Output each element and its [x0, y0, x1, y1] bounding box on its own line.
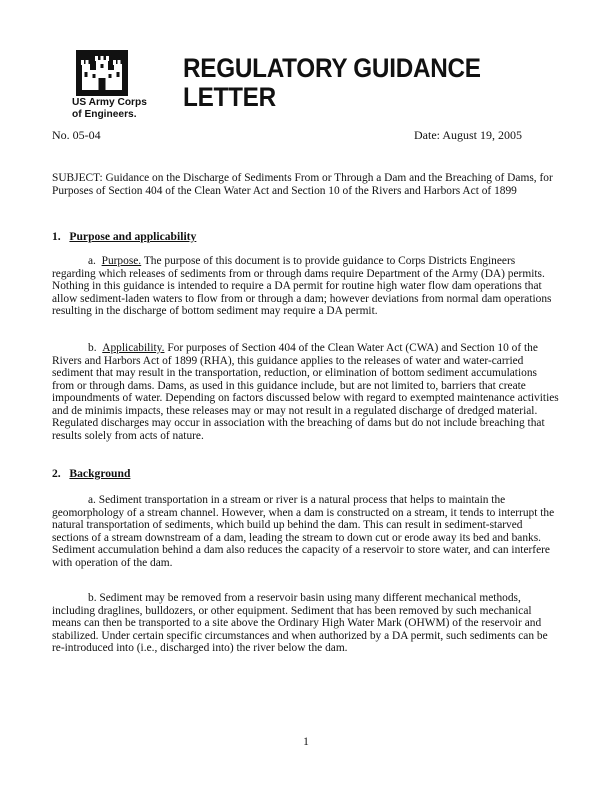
- section-2a-label: a.: [88, 494, 96, 506]
- subject-paragraph: SUBJECT: Guidance on the Discharge of Sediments From or Through a Dam and the Breaching of Dams, for Purposes of Section 404 of the Clean Water Act and Section 10 of the Rivers and Harbors Act of 1899: [52, 172, 553, 197]
- section-1-number: 1.: [52, 230, 61, 243]
- letter-date: Date: August 19, 2005: [414, 128, 522, 142]
- section-1a-text: The purpose of this document is to provide guidance to Corps Districts Engineers regarding which releases of sediments from or through dams require Department of the Army (DA) permits. Nothing in this guidance is intended to require a DA permit for routine high water flow dam operations that allow sediment-laden waters to flow from or through a dam; however deviations from normal dam operations resulting in the discharge of bottom sediment may require a DA permit.: [52, 255, 552, 317]
- logo-organization-name: [72, 97, 147, 121]
- section-1b-paragraph: [52, 342, 560, 442]
- section-2b-paragraph: [52, 592, 560, 655]
- document-title: [183, 54, 481, 112]
- section-2a-text: Sediment transportation in a stream or river is a natural process that helps to maintain the geomorphology of a stream channel. However, when a dam is constructed on a stream, it tends to interrupt the natural transportation of sediments, which build up behind the dam. This can result in sediment-starved sections of a stream downstream of a dam, leading the stream to down cut or erode away its bed and banks. Sediment accumulation behind a dam also reduces the capacity of a reservoir to store water, and can interfere with operation of the dam.: [52, 494, 555, 569]
- logo-line-1: US Army Corps: [72, 97, 147, 108]
- section-1-heading: [52, 230, 196, 243]
- section-1a-paragraph: [52, 255, 560, 318]
- section-2b-label: b.: [88, 592, 97, 604]
- section-2a-paragraph: [52, 494, 560, 569]
- section-1a-label: a.: [88, 255, 96, 267]
- title-line-1: REGULATORY GUIDANCE: [183, 53, 481, 83]
- section-1b-term: Applicability.: [102, 342, 165, 354]
- section-2b-text: Sediment may be removed from a reservoir basin using many different mechanical methods, including draglines, bulldozers, or other equipment. Sediment that has been removed by such mechanical means can then be transported to a site above the Ordinary High Water Mark (OHWM) of the reservoir and stabilized. Under certain specific circumstances and when authorized by a DA permit, such sediments can be re-introduced into (i.e., discharged into) the river below the dam.: [52, 592, 548, 654]
- section-2-title: Background: [69, 467, 131, 480]
- section-1-title: Purpose and applicability: [69, 230, 197, 243]
- logo-line-2: of Engineers.: [72, 109, 137, 120]
- section-2-heading: [52, 467, 130, 480]
- section-1b-text: For purposes of Section 404 of the Clean Water Act (CWA) and Section 10 of the Rivers and Harbors Act of 1899 (RHA), this guidance applies to the releases of water and water-carried sediment that may result in the transportation, reduction, or elimination of bottom sediment accumulations from or through dams. Dams, as used in this guidance include, but are not limited to, barriers that create impoundments of water. Depending on factors discussed below with regard to exempted maintenance activities and de minimis impacts, these releases may or may not result in a regulated discharge of dredged material. Regulated discharges may occur in association with the breaching of dams but do not include breaching that results solely from acts of nature.: [52, 342, 559, 442]
- letter-number: No. 05-04: [52, 128, 101, 142]
- usace-castle-logo: [76, 50, 128, 96]
- title-line-2: LETTER: [183, 82, 276, 112]
- page-number: 1: [303, 736, 309, 748]
- section-1a-term: Purpose.: [101, 255, 142, 267]
- section-1b-label: b.: [88, 342, 97, 354]
- section-2-number: 2.: [52, 467, 61, 480]
